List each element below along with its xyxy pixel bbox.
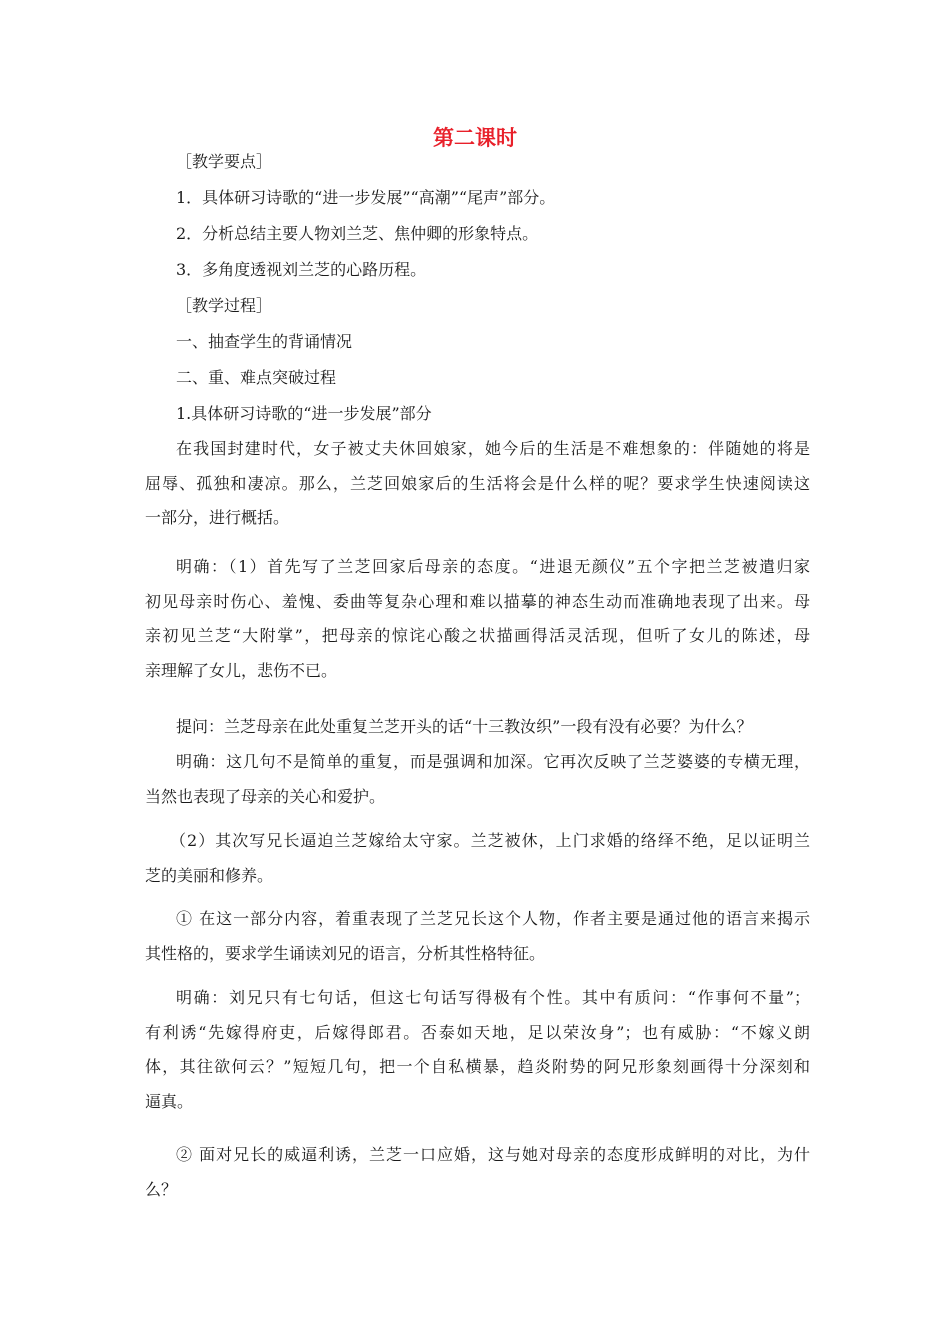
paragraph (145, 1138, 810, 1207)
process-step: 一、抽查学生的背诵情况 (176, 332, 353, 351)
paragraph-line: 明确：刘兄只有七句话，但这七句话写得极有个性。其中有质问：“作事何不量”； (176, 988, 810, 1007)
paragraph-line: 明确：（1）首先写了兰芝回家后母亲的态度。“进退无颜仪”五个字把兰芝被遣归家 (176, 557, 810, 576)
paragraph-line: 么？ (145, 1179, 178, 1199)
process-substep: 1.具体研习诗歌的“进一步发展”部分 (176, 404, 432, 423)
paragraph-line: ② 面对兄长的威逼利诱，兰芝一口应婚，这与她对母亲的态度形成鲜明的对比，为什 (176, 1145, 810, 1164)
lesson-title: 第二课时 (433, 126, 517, 150)
key-point-item: 2．分析总结主要人物刘兰芝、焦仲卿的形象特点。 (176, 224, 539, 243)
key-point-item: 1．具体研习诗歌的“进一步发展”“高潮”“尾声”部分。 (176, 188, 556, 207)
paragraph-line: 一部分，进行概括。 (145, 508, 290, 527)
paragraph-line: 当然也表现了母亲的关心和爱护。 (145, 786, 386, 806)
paragraph-line: 芝的美丽和修养。 (145, 865, 274, 885)
paragraph-line: 有利诱“先嫁得府吏，后嫁得郎君。否泰如天地，足以荣汝身”；也有威胁：“不嫁义朗 (145, 1022, 810, 1042)
paragraph-line: 亲初见兰芝“大附掌”，把母亲的惊诧心酸之状描画得活灵活现，但听了女儿的陈述，母 (145, 626, 810, 645)
paragraph-line: 明确：这几句不是简单的重复，而是强调和加深。它再次反映了兰芝婆婆的专横无理， (176, 752, 810, 771)
paragraph-line: 在我国封建时代，女子被丈夫休回娘家，她今后的生活是不难想象的：伴随她的将是 (176, 439, 810, 458)
paragraph (145, 432, 810, 536)
paragraph (145, 981, 810, 1119)
paragraph-line: 体，其往欲何云？”短短几句，把一个自私横暴，趋炎附势的阿兄形象刻画得十分深刻和 (145, 1057, 810, 1076)
paragraph-line: 亲理解了女儿，悲伤不已。 (145, 660, 338, 680)
paragraph-line: （2）其次写兄长逼迫兰芝嫁给太守家。兰芝被休，上门求婚的络绎不绝，足以证明兰 (170, 831, 810, 850)
paragraph-line: ① 在这一部分内容，着重表现了兰芝兄长这个人物，作者主要是通过他的语言来揭示 (176, 909, 810, 928)
process-heading: ［教学过程］ (176, 296, 273, 315)
paragraph (145, 745, 810, 814)
paragraph-line: 逼真。 (145, 1091, 194, 1111)
paragraph-line: 初见母亲时伤心、羞愧、委曲等复杂心理和难以描摹的神态生动而准确地表现了出来。母 (145, 591, 810, 611)
paragraph-line: 其性格的，要求学生诵读刘兄的语言，分析其性格特征。 (145, 943, 546, 963)
key-point-item: 3．多角度透视刘兰芝的心路历程。 (176, 260, 427, 279)
paragraph (145, 824, 810, 893)
paragraph (145, 550, 810, 688)
paragraph-line: 屈辱、孤独和凄凉。那么，兰芝回娘家后的生活将会是什么样的呢？要求学生快速阅读这 (145, 473, 810, 493)
key-points-heading: ［教学要点］ (176, 152, 273, 171)
question-line: 提问：兰芝母亲在此处重复兰芝开头的话“十三教汝织”一段有没有必要？为什么？ (176, 717, 753, 736)
paragraph (145, 902, 810, 971)
process-step: 二、重、难点突破过程 (176, 368, 337, 387)
